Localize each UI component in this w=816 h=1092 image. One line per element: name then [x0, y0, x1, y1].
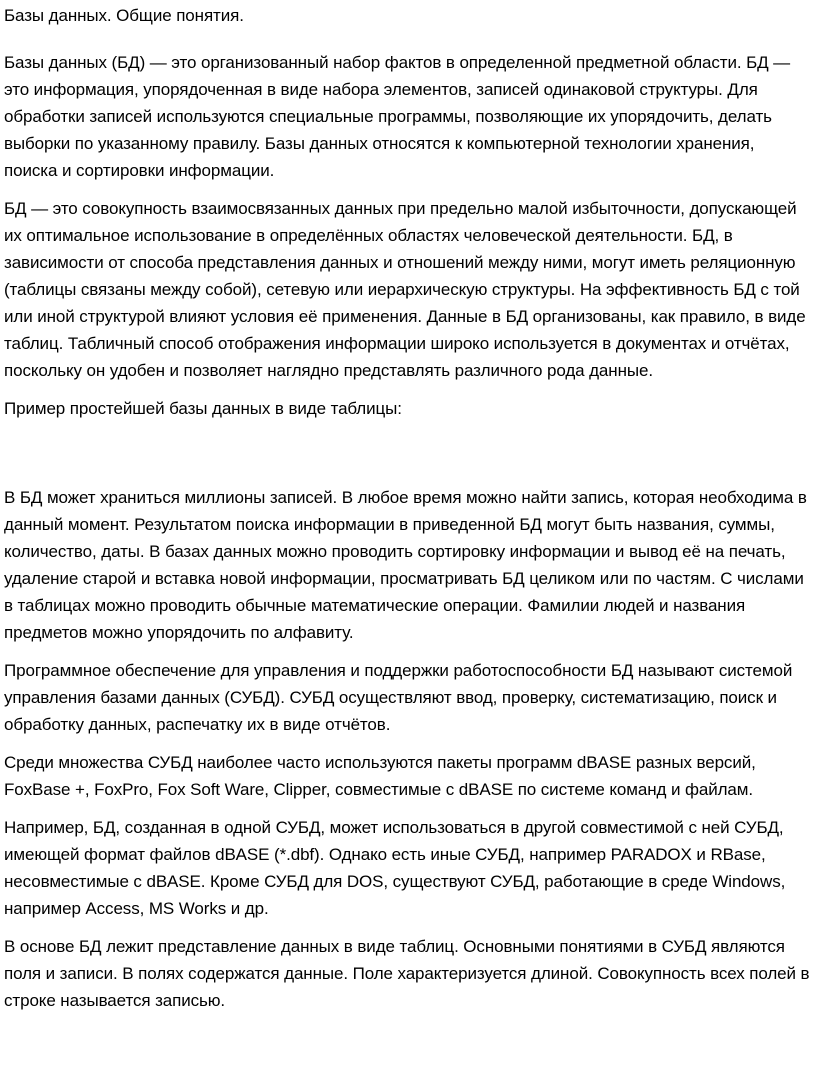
table-placeholder-space [4, 422, 812, 484]
spacer [4, 646, 812, 657]
paragraph-table-example: Пример простейшей базы данных в виде таблицы: [4, 399, 402, 418]
paragraph-dbase: Среди множества СУБД наиболее часто используются пакеты программ dBASE разных версий, FoxBase +, FoxPro, Fox Soft Ware, Clipper, совместимые с dBASE по системе команд и файлам. [4, 753, 756, 799]
document-title: Базы данных. Общие понятия. [4, 6, 244, 25]
paragraph-records: В БД может храниться миллионы записей. В любое время можно найти запись, которая необходима в данный момент. Результатом поиска информации в приведенной БД могут быть названия, суммы, количество, даты. В базах данных можно проводить сортировку информации и вывод её на печать, удаление старой и вставка новой информации, просматривать БД целиком или по частям. С числами в таблицах можно проводить обычные математические операции. Фамилии людей и названия предметов можно упорядочить по алфавиту. [4, 488, 807, 642]
spacer [4, 29, 812, 49]
paragraph-dbms: Программное обеспечение для управления и поддержки работоспособности БД называют системой управления базами данных (СУБД). СУБД осуществляют ввод, проверку, систематизацию, поиск и обработку данных, распечатку их в виде отчётов. [4, 661, 793, 734]
document-body [4, 0, 812, 1014]
paragraph-fields-records: В основе БД лежит представление данных в виде таблиц. Основными понятиями в СУБД являются поля и записи. В полях содержатся данные. Поле характеризуется длиной. Совокупность всех полей в строке называется записью. [4, 937, 810, 1010]
spacer [4, 384, 812, 395]
spacer [4, 803, 812, 814]
spacer [4, 922, 812, 933]
paragraph-structures: БД — это совокупность взаимосвязанных данных при предельно малой избыточности, допускающей их оптимальное использование в определённых областях человеческой деятельности. БД, в зависимости от способа представления данных и отношений между ними, могут иметь реляционную (таблицы связаны между собой), сетевую или иерархическую структуры. На эффективность БД с той или иной структурой влияют условия её применения. Данные в БД организованы, как правило, в виде таблиц. Табличный способ отображения информации широко используется в документах и отчётах, поскольку он удобен и позволяет наглядно представлять различного рода данные. [4, 199, 806, 380]
spacer [4, 738, 812, 749]
paragraph-compatibility: Например, БД, созданная в одной СУБД, может использоваться в другой совместимой с ней СУБД, имеющей формат файлов dBASE (*.dbf). Однако есть иные СУБД, например PARADOX и RBase, несовместимые с dBASE. Кроме СУБД для DOS, существуют СУБД, работающие в среде Windows, например Access, MS Works и др. [4, 818, 786, 918]
paragraph-definition: Базы данных (БД) — это организованный набор фактов в определенной предметной области. БД — это информация, упорядоченная в виде набора элементов, записей одинаковой структуры. Для обработки записей используются специальные программы, позволяющие их упорядочить, делать выборки по указанному правилу. Базы данных относятся к компьютерной технологии хранения, поиска и сортировки информации. [4, 53, 791, 180]
spacer [4, 184, 812, 195]
